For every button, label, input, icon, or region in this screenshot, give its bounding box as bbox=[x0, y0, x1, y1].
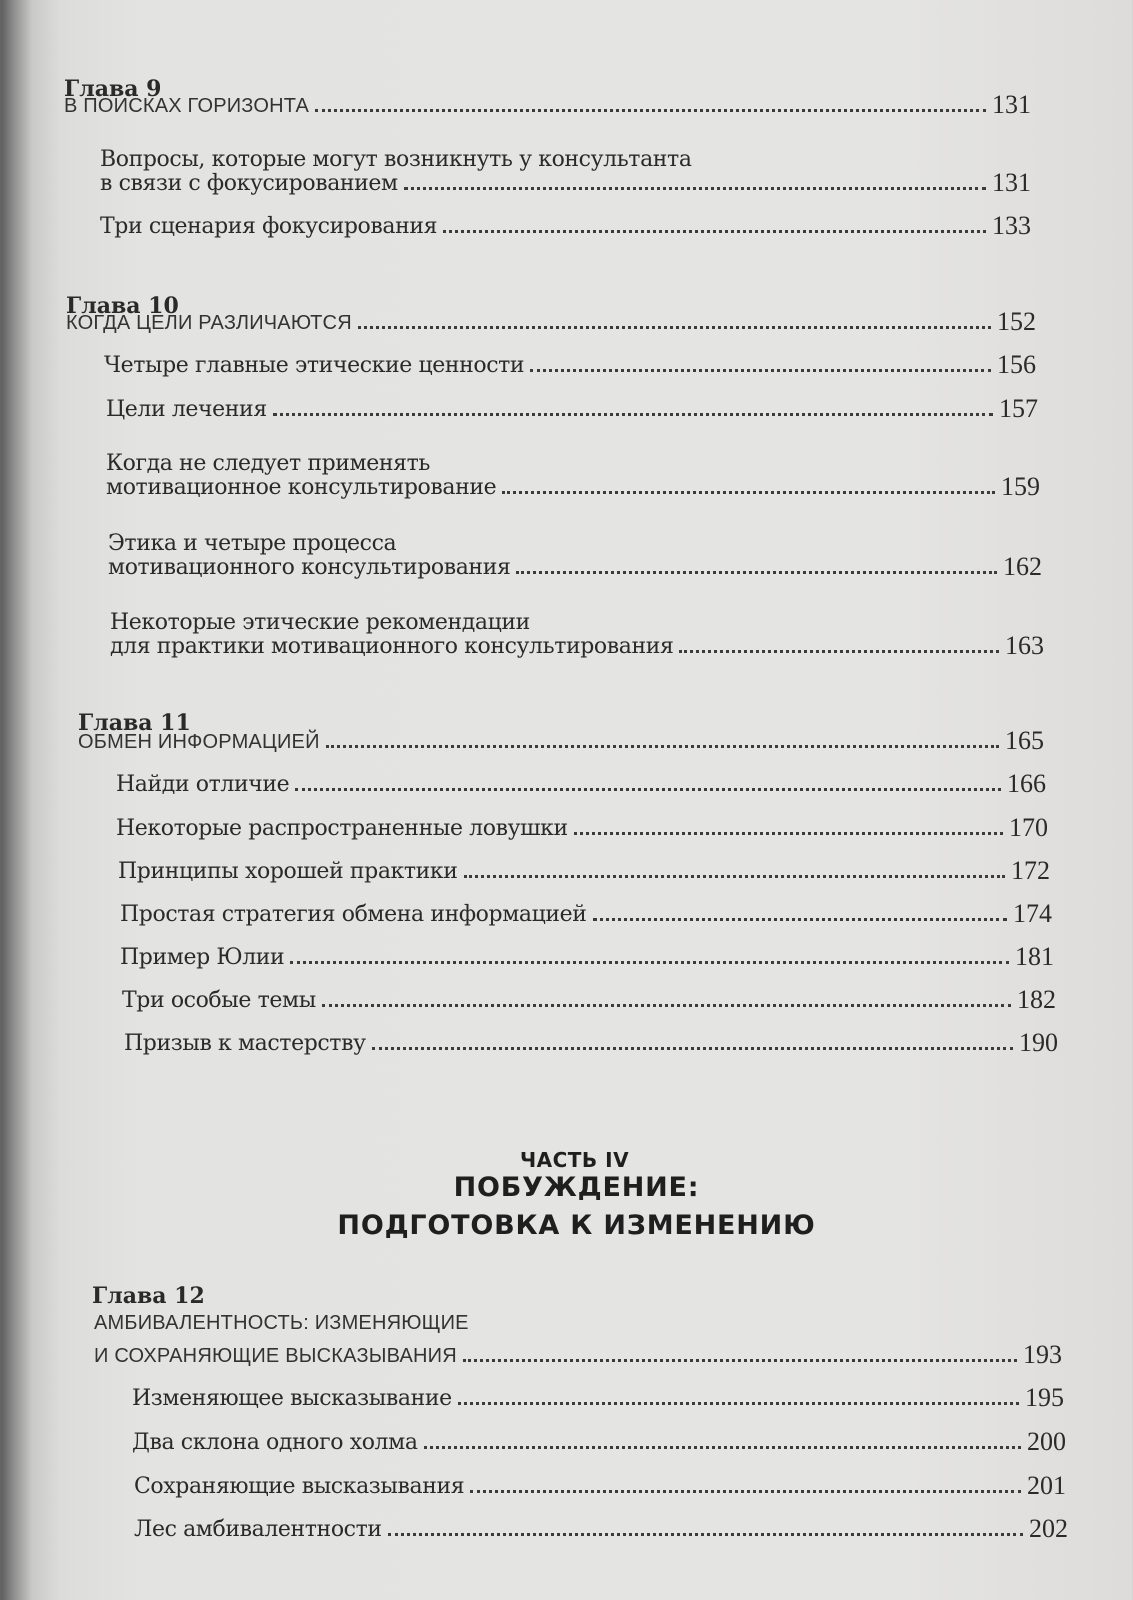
section-title: мотивационного консультирования bbox=[108, 555, 511, 580]
section-title: Некоторые распространенные ловушки bbox=[116, 816, 568, 841]
chapter-label: Глава 10 bbox=[66, 293, 179, 319]
toc-entry bbox=[100, 213, 1031, 239]
dot-leader bbox=[679, 650, 999, 653]
dot-leader bbox=[593, 918, 1007, 921]
dot-leader bbox=[443, 230, 986, 233]
dot-leader bbox=[530, 369, 991, 372]
page-number: 156 bbox=[997, 350, 1036, 379]
dot-leader bbox=[273, 413, 993, 416]
page-number: 202 bbox=[1029, 1514, 1068, 1543]
dot-leader bbox=[502, 491, 995, 494]
chapter-title-row bbox=[78, 728, 1044, 754]
section-title: в связи с фокусированием bbox=[100, 171, 398, 196]
page-number: 133 bbox=[992, 211, 1031, 240]
section-title: Принципы хорошей практики bbox=[118, 859, 458, 884]
toc-entry bbox=[108, 554, 1042, 580]
page-number: 166 bbox=[1007, 769, 1046, 798]
toc-entry bbox=[134, 1516, 1068, 1542]
section-title: Два склона одного холма bbox=[132, 1430, 418, 1455]
toc-entry bbox=[134, 1473, 1066, 1499]
dot-leader bbox=[404, 187, 986, 190]
page-number: 182 bbox=[1017, 985, 1056, 1014]
toc-entry bbox=[118, 858, 1050, 884]
section-title: Пример Юлии bbox=[120, 945, 285, 970]
page-number: 201 bbox=[1027, 1471, 1066, 1500]
section-title: Лес амбивалентности bbox=[134, 1517, 382, 1542]
part-label: ЧАСТЬ IV bbox=[519, 1148, 630, 1172]
dot-leader bbox=[424, 1446, 1021, 1449]
page-number: 157 bbox=[999, 394, 1038, 423]
dot-leader bbox=[290, 961, 1009, 964]
dot-leader bbox=[463, 1359, 1017, 1362]
section-title-line1: Этика и четыре процесса bbox=[108, 531, 397, 556]
page-number: 152 bbox=[997, 307, 1036, 336]
toc-entry bbox=[116, 771, 1046, 797]
section-title-line1: Вопросы, которые могут возникнуть у консультанта bbox=[100, 147, 692, 172]
section-title: Найди отличие bbox=[116, 772, 290, 797]
section-title: Простая стратегия обмена информацией bbox=[120, 902, 587, 927]
page-number: 174 bbox=[1013, 899, 1052, 928]
dot-leader bbox=[458, 1402, 1019, 1405]
section-title: Три особые темы bbox=[122, 988, 316, 1013]
toc-entry bbox=[120, 901, 1052, 927]
dot-leader bbox=[326, 745, 999, 748]
chapter-title-row bbox=[64, 92, 1031, 118]
section-title: мотивационное консультирование bbox=[106, 475, 497, 500]
section-title-line1: Когда не следует применять bbox=[106, 451, 430, 476]
toc-entry bbox=[120, 944, 1054, 970]
chapter-title: ОБМЕН ИНФОРМАЦИЕЙ bbox=[78, 731, 320, 753]
page-number: 181 bbox=[1015, 942, 1054, 971]
dot-leader bbox=[295, 788, 1001, 791]
section-title: Изменяющее высказывание bbox=[132, 1386, 452, 1411]
toc-entry bbox=[116, 815, 1048, 841]
dot-leader bbox=[574, 832, 1003, 835]
page-number: 193 bbox=[1023, 1340, 1062, 1369]
page-number: 162 bbox=[1003, 552, 1042, 581]
chapter-label: Глава 11 bbox=[78, 710, 191, 736]
toc-entry bbox=[132, 1385, 1064, 1411]
dot-leader bbox=[388, 1533, 1023, 1536]
toc-entry bbox=[110, 633, 1044, 659]
section-title: Призыв к мастерству bbox=[124, 1031, 366, 1056]
dot-leader bbox=[322, 1004, 1011, 1007]
part-title-line1: ПОБУЖДЕНИЕ: bbox=[453, 1172, 700, 1203]
dot-leader bbox=[315, 109, 986, 112]
section-title-line1: Некоторые этические рекомендации bbox=[110, 610, 530, 635]
dot-leader bbox=[358, 326, 991, 329]
dot-leader bbox=[470, 1490, 1021, 1493]
chapter-title-row bbox=[94, 1342, 1062, 1368]
section-title: Сохраняющие высказывания bbox=[134, 1474, 465, 1499]
page-number: 172 bbox=[1011, 856, 1050, 885]
page-number: 170 bbox=[1009, 813, 1048, 842]
chapter-label: Глава 12 bbox=[92, 1283, 205, 1309]
part-title-line2: ПОДГОТОВКА К ИЗМЕНЕНИЮ bbox=[337, 1210, 816, 1241]
toc-entry bbox=[124, 1030, 1058, 1056]
section-title: для практики мотивационного консультирования bbox=[110, 634, 674, 659]
toc-entry bbox=[132, 1429, 1066, 1455]
chapter-label: Глава 9 bbox=[64, 76, 162, 102]
page-number: 163 bbox=[1005, 631, 1044, 660]
toc-entry bbox=[100, 170, 1031, 196]
toc-entry bbox=[106, 396, 1038, 422]
page-number: 165 bbox=[1005, 726, 1044, 755]
page-number: 131 bbox=[992, 90, 1031, 119]
chapter-title: КОГДА ЦЕЛИ РАЗЛИЧАЮТСЯ bbox=[66, 312, 352, 334]
section-title: Три сценария фокусирования bbox=[100, 214, 438, 239]
toc-entry bbox=[106, 474, 1040, 500]
dot-leader bbox=[516, 571, 997, 574]
chapter-title: В ПОИСКАХ ГОРИЗОНТА bbox=[64, 95, 310, 117]
chapter-title: И СОХРАНЯЮЩИЕ ВЫСКАЗЫВАНИЯ bbox=[94, 1345, 457, 1367]
section-title: Цели лечения bbox=[106, 397, 267, 422]
toc-entry bbox=[122, 987, 1056, 1013]
chapter-title-row bbox=[66, 309, 1036, 335]
page-number: 195 bbox=[1025, 1383, 1064, 1412]
page-number: 159 bbox=[1001, 472, 1040, 501]
page-number: 131 bbox=[992, 168, 1031, 197]
page-number: 190 bbox=[1019, 1028, 1058, 1057]
section-title: Четыре главные этические ценности bbox=[104, 353, 525, 378]
toc-entry bbox=[104, 352, 1036, 378]
dot-leader bbox=[464, 875, 1005, 878]
dot-leader bbox=[372, 1047, 1013, 1050]
page-number: 200 bbox=[1027, 1427, 1066, 1456]
chapter-title-line1: АМБИВАЛЕНТНОСТЬ: ИЗМЕНЯЮЩИЕ bbox=[94, 1312, 469, 1334]
